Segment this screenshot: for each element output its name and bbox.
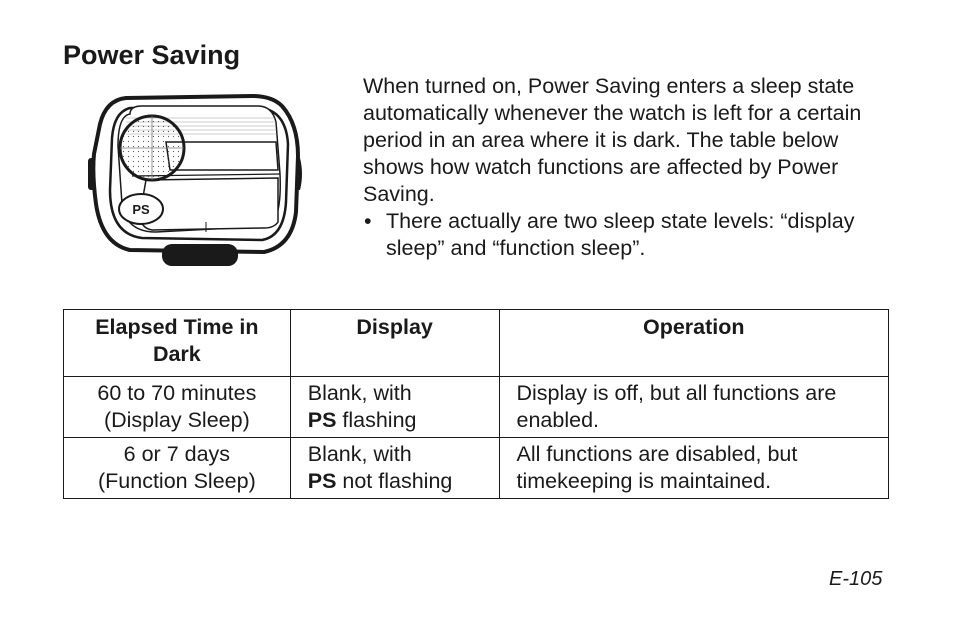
display-status — [308, 407, 489, 434]
intro-section — [363, 73, 903, 262]
ps-text: PS — [307, 408, 337, 432]
bullet-dot: • — [364, 209, 372, 233]
table-header-row — [64, 310, 889, 377]
cell-operation: Display is off, but all functions are enabled. — [499, 377, 889, 438]
strap-stub — [162, 244, 238, 266]
display-prefix: Blank, with — [307, 381, 412, 405]
time-line: (Display Sleep) — [103, 408, 250, 432]
header-display: Display — [290, 310, 499, 377]
ps-text: PS — [307, 469, 337, 493]
display-suffix: not flashing — [336, 469, 453, 493]
page-title: Power Saving — [63, 40, 241, 70]
table-row — [64, 377, 889, 438]
bullet-text: There actually are two sleep state levels: “display sleep” and “function sleep”. — [386, 209, 855, 260]
time-line: 6 or 7 days — [123, 442, 231, 466]
table-row — [64, 438, 889, 499]
ps-label: PS — [132, 202, 150, 217]
display-prefix: Blank, with — [307, 442, 412, 466]
time-line: 60 to 70 minutes — [97, 381, 257, 405]
page-number: E-105 — [829, 568, 883, 590]
watch-illustration — [86, 94, 310, 270]
bullet-note — [363, 208, 903, 262]
cell-elapsed-time — [64, 438, 291, 499]
power-saving-table — [63, 309, 889, 499]
cell-elapsed-time — [64, 377, 291, 438]
header-operation: Operation — [499, 310, 889, 377]
header-elapsed-time: Elapsed Time in Dark — [64, 310, 291, 377]
intro-paragraph: When turned on, Power Saving enters a sleep state automatically whenever the watch is left for a certain period in an area where it is dark. The table below shows how watch functions are affected by Power Saving. — [363, 74, 862, 206]
cell-operation: All functions are disabled, but timekeeping is maintained. — [499, 438, 889, 499]
display-status — [308, 468, 489, 495]
cell-display — [290, 438, 499, 499]
time-line: (Function Sleep) — [97, 469, 256, 493]
display-suffix: flashing — [336, 408, 417, 432]
cell-display — [290, 377, 499, 438]
